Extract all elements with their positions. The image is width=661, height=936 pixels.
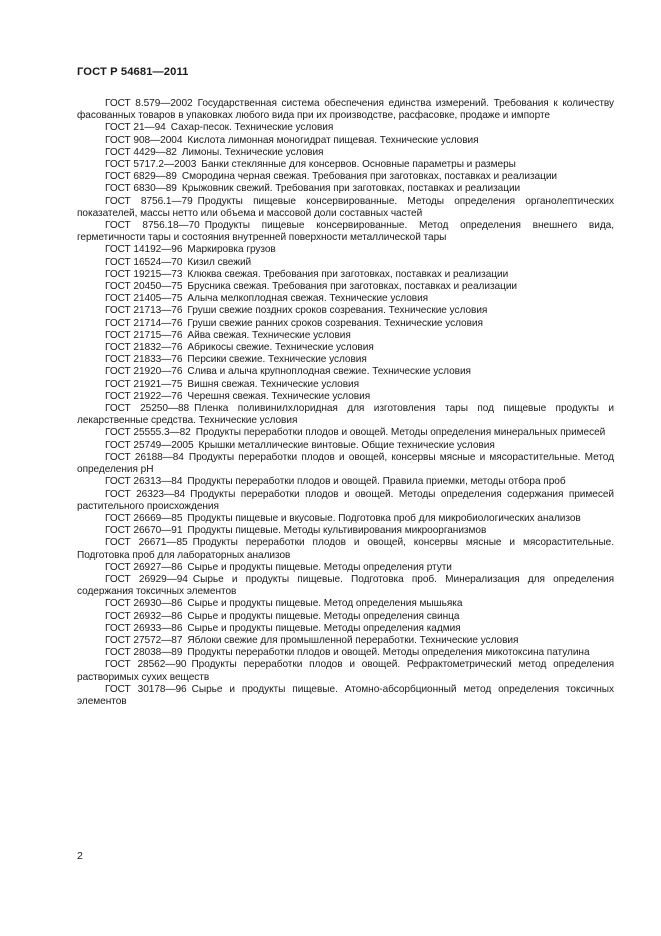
reference-item (77, 122, 614, 134)
reference-item (77, 244, 614, 256)
reference-code: ГОСТ 26932—86 (105, 610, 183, 622)
reference-title: Черешня свежая. Технические условия (187, 390, 371, 402)
reference-code: ГОСТ 16524—70 (105, 256, 183, 268)
reference-title: Продукты переработки плодов и овощей, консервы мясные и мясорастительные. Метод определения pH (77, 451, 614, 476)
reference-item (77, 366, 614, 378)
reference-title: Пленка поливинилхлоридная для изготовления тары под пищевые продукты и лекарственные средства. Технические условия (77, 403, 614, 427)
reference-title: Смородина черная свежая. Требования при заготовках, поставках и реализации (181, 171, 557, 183)
reference-code: ГОСТ 26313—84 (105, 476, 183, 488)
reference-item (77, 647, 614, 659)
reference-item (77, 330, 614, 342)
normative-references-list (77, 98, 614, 708)
reference-code: ГОСТ 20450—75 (105, 281, 183, 293)
reference-code: ГОСТ 21922—76 (105, 390, 183, 402)
reference-title: Продукты пищевые и вкусовые. Подготовка проб для микробиологических анализов (187, 512, 581, 524)
reference-item (77, 562, 614, 574)
reference-item (77, 611, 614, 623)
reference-item (77, 659, 614, 683)
reference-item (77, 489, 614, 513)
reference-code: ГОСТ 25555.3—82 (105, 427, 191, 439)
reference-title: Груши свежие ранних сроков созревания. Технические условия (187, 317, 483, 329)
reference-title: Крыжовник свежий. Требования при заготовках, поставках и реализации (181, 183, 521, 195)
reference-item (77, 342, 614, 354)
reference-title: Сырье и продукты пищевые. Метод определения мышьяка (187, 598, 463, 610)
reference-code: ГОСТ 8756.18—70 (105, 220, 200, 232)
reference-title: Сырье и продукты пищевые. Методы определения кадмия (187, 622, 461, 634)
reference-code: ГОСТ 19215—73 (105, 268, 183, 280)
reference-item (77, 281, 614, 293)
page-number: 2 (77, 850, 83, 862)
reference-title: Продукты переработки плодов и овощей, консервы мясные и мясорастительные. Подготовка проб для лабораторных анализов (77, 537, 614, 561)
reference-item (77, 537, 614, 561)
reference-item (77, 269, 614, 281)
reference-code: ГОСТ 25749—2005 (105, 439, 194, 451)
reference-item (77, 623, 614, 635)
reference-item (77, 354, 614, 366)
reference-title: Сырье и продукты пищевые. Методы определения ртути (187, 561, 452, 573)
reference-title: Слива и алыча крупноплодная свежие. Технические условия (187, 366, 471, 378)
reference-item (77, 183, 614, 195)
reference-code: ГОСТ 14192—96 (105, 244, 183, 256)
reference-code: ГОСТ 21405—75 (105, 293, 183, 305)
reference-title: Кизил свежий (187, 256, 252, 268)
reference-title: Банки стеклянные для консервов. Основные параметры и размеры (201, 159, 516, 171)
reference-code: ГОСТ 26933—86 (105, 622, 183, 634)
reference-item (77, 318, 614, 330)
reference-title: Лимоны. Технические условия (181, 146, 324, 158)
reference-title: Сахар-песок. Технические условия (170, 122, 334, 134)
reference-title: Кислота лимонная моногидрат пищевая. Технические условия (187, 134, 479, 146)
reference-title: Персики свежие. Технические условия (187, 354, 367, 366)
reference-title: Продукты переработки плодов и овощей. Правила приемки, методы отбора проб (187, 476, 566, 488)
reference-title: Клюква свежая. Требования при заготовках, поставках и реализации (187, 268, 509, 280)
reference-code: ГОСТ 6830—89 (105, 183, 177, 195)
reference-title: Сырье и продукты пищевые. Методы определения свинца (187, 610, 460, 622)
reference-item (77, 98, 614, 122)
reference-title: Вишня свежая. Технические условия (187, 378, 360, 390)
reference-code: ГОСТ 21713—76 (105, 305, 183, 317)
reference-title: Государственная система обеспечения единства измерений. Требования к количеству фасованных товаров в упаковках любого вида при их производстве, расфасовке, продаже и импорте (77, 98, 615, 122)
reference-item (77, 196, 614, 220)
reference-code: ГОСТ 21920—76 (105, 366, 183, 378)
reference-item (77, 452, 614, 476)
reference-code: ГОСТ 28038—89 (105, 647, 183, 659)
reference-title: Продукты переработки плодов и овощей. Методы определения минеральных примесей (195, 427, 606, 439)
reference-item (77, 403, 614, 427)
reference-title: Груши свежие поздних сроков созревания. Технические условия (187, 305, 488, 317)
reference-code: ГОСТ 26927—86 (105, 561, 183, 573)
reference-title: Продукты пищевые консервированные. Метод определения внешнего вида, герметичности тары и состояния внутренней поверхности металлической тары (77, 220, 614, 244)
reference-title: Абрикосы свежие. Технические условия (187, 342, 374, 354)
reference-title: Сырье и продукты пищевые. Подготовка проб. Минерализация для определения содержания токсичных элементов (77, 573, 614, 598)
reference-title: Сырье и продукты пищевые. Атомно-абсорбционный метод определения токсичных элементов (77, 683, 614, 707)
reference-code: ГОСТ 26188—84 (105, 451, 184, 463)
reference-code: ГОСТ 30178—96 (105, 683, 187, 695)
reference-item (77, 257, 614, 269)
reference-code: ГОСТ 26671—85 (105, 537, 188, 549)
reference-code: ГОСТ 28562—90 (105, 659, 187, 671)
reference-item (77, 427, 614, 439)
reference-title: Продукты пищевые. Методы культивирования микроорганизмов (187, 525, 487, 537)
reference-code: ГОСТ 21—94 (105, 122, 166, 134)
reference-item (77, 391, 614, 403)
reference-title: Продукты переработки плодов и овощей. Рефрактометрический метод определения растворимых сухих веществ (77, 659, 614, 683)
reference-item (77, 598, 614, 610)
reference-title: Айва свежая. Технические условия (187, 329, 351, 341)
reference-title: Яблоки свежие для промышленной переработки. Технические условия (187, 634, 519, 646)
reference-code: ГОСТ 8.579—2002 (105, 98, 193, 109)
reference-code: ГОСТ 21921—75 (105, 378, 183, 390)
reference-item (77, 305, 614, 317)
reference-code: ГОСТ 26930—86 (105, 598, 183, 610)
reference-title: Алыча мелкоплодная свежая. Технические условия (187, 293, 429, 305)
reference-code: ГОСТ 26929—94 (105, 573, 188, 585)
reference-code: ГОСТ 26323—84 (105, 488, 186, 500)
reference-item (77, 379, 614, 391)
reference-code: ГОСТ 21833—76 (105, 354, 183, 366)
reference-title: Продукты переработки плодов и овощей. Методы определения содержания примесей растительного происхождения (77, 488, 614, 512)
reference-code: ГОСТ 26670—91 (105, 525, 183, 537)
document-header: ГОСТ Р 54681—2011 (77, 66, 189, 78)
reference-item (77, 574, 614, 598)
reference-item (77, 293, 614, 305)
reference-item (77, 684, 614, 708)
reference-code: ГОСТ 5717.2—2003 (105, 159, 197, 171)
reference-code: ГОСТ 21715—76 (105, 329, 183, 341)
reference-item (77, 159, 614, 171)
reference-code: ГОСТ 25250—88 (105, 403, 190, 415)
reference-code: ГОСТ 6829—89 (105, 171, 177, 183)
reference-title: Продукты переработки плодов и овощей. Методы определения микотоксина патулина (187, 647, 590, 659)
reference-code: ГОСТ 21714—76 (105, 317, 183, 329)
reference-title: Маркировка грузов (187, 244, 276, 256)
reference-code: ГОСТ 908—2004 (105, 134, 183, 146)
reference-title: Продукты пищевые консервированные. Методы определения органолептических показателей, массы нетто или объема и массовой доли составных частей (77, 195, 614, 219)
reference-title: Брусника свежая. Требования при заготовках, поставках и реализации (187, 281, 518, 293)
reference-code: ГОСТ 26669—85 (105, 512, 183, 524)
reference-item (77, 135, 614, 147)
reference-item (77, 513, 614, 525)
reference-item (77, 635, 614, 647)
reference-item (77, 440, 614, 452)
reference-title: Крышки металлические винтовые. Общие технические условия (198, 439, 495, 451)
reference-item (77, 525, 614, 537)
reference-item (77, 171, 614, 183)
reference-code: ГОСТ 8756.1—79 (105, 195, 193, 207)
reference-code: ГОСТ 27572—87 (105, 634, 183, 646)
reference-item (77, 147, 614, 159)
reference-item (77, 220, 614, 244)
reference-item (77, 476, 614, 488)
reference-code: ГОСТ 4429—82 (105, 146, 177, 158)
reference-code: ГОСТ 21832—76 (105, 342, 183, 354)
